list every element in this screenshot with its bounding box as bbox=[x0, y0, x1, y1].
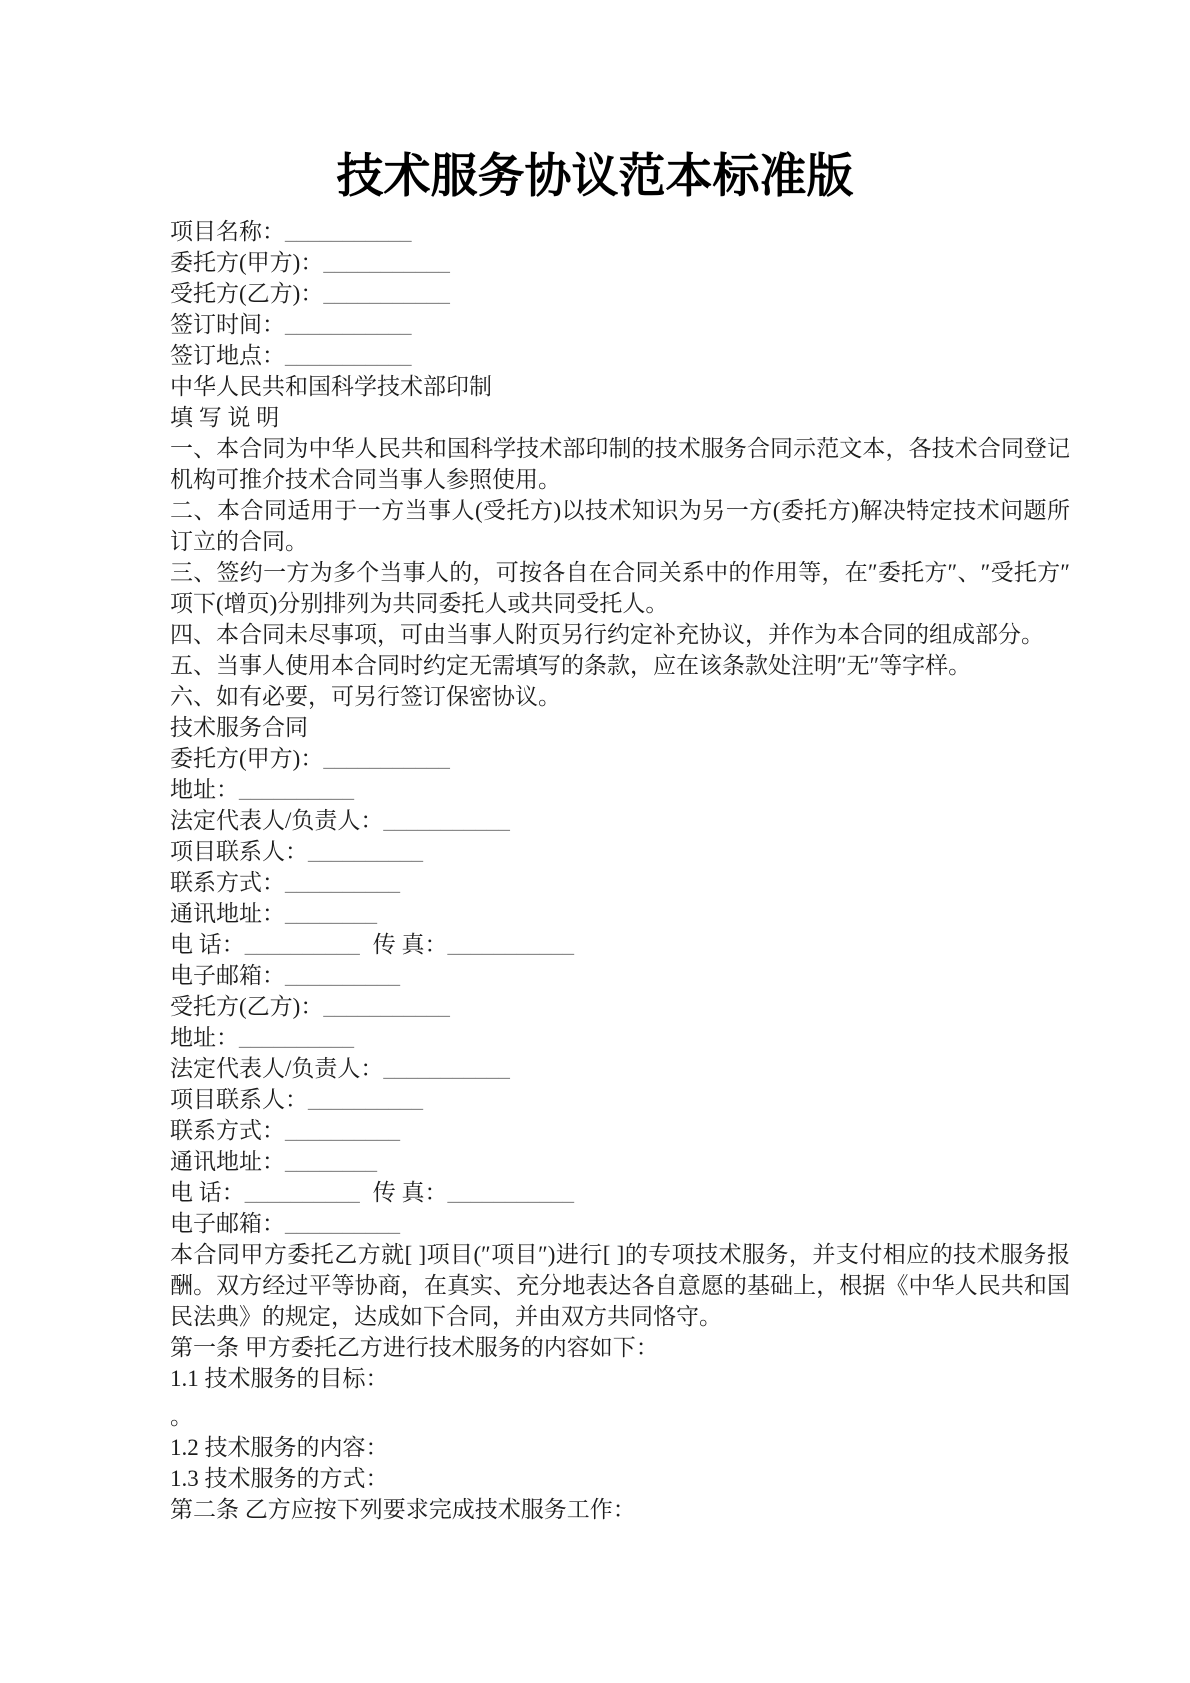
party-b-line-email bbox=[170, 1208, 1070, 1239]
instruction-item-5: 五、当事人使用本合同时约定无需填写的条款，应在该条款处注明″无″等字样。 bbox=[170, 653, 972, 678]
field-label: 项目名称： bbox=[170, 219, 285, 244]
party-a-line-project-contact bbox=[170, 836, 1070, 867]
field-label: 委托方(甲方)： bbox=[170, 746, 324, 771]
field-blank-line: __________ bbox=[244, 1180, 360, 1205]
cover-line-sign-date bbox=[170, 309, 1070, 340]
field-blank-line: ___________ bbox=[383, 1056, 510, 1081]
field-label: 联系方式： bbox=[170, 870, 285, 895]
party-a-line-legal-rep bbox=[170, 805, 1070, 836]
field-blank-line: ___________ bbox=[323, 994, 450, 1019]
field-blank-line: __________ bbox=[308, 839, 423, 864]
field-label: 联系方式： bbox=[170, 1118, 285, 1143]
field-blank-line: ___________ bbox=[285, 312, 412, 337]
party-a-line-contact-method bbox=[170, 867, 1070, 898]
clause-1-heading: 第一条 甲方委托乙方进行技术服务的内容如下： bbox=[170, 1335, 659, 1360]
field-label: 委托方(甲方)： bbox=[170, 250, 324, 275]
field-label: 地址： bbox=[170, 1025, 239, 1050]
field-label: 受托方(乙方)： bbox=[170, 994, 324, 1019]
party-a-line-mailing-address bbox=[170, 898, 1070, 929]
field-blank-line: __________ bbox=[285, 963, 400, 988]
field-blank-line: ___________ bbox=[285, 343, 412, 368]
instruction-item-3: 三、签约一方为多个当事人的，可按各自在合同关系中的作用等，在″委托方″、″受托方″项下(增页)分别排列为共同委托人或共同受托人。 bbox=[170, 560, 1070, 616]
field-label: 法定代表人/负责人： bbox=[170, 808, 384, 833]
cover-line-party-a bbox=[170, 247, 1070, 278]
party-a-line-email bbox=[170, 960, 1070, 991]
instruction-item-1: 一、本合同为中华人民共和国科学技术部印制的技术服务合同示范文本，各技术合同登记机构可推介技术合同当事人参照使用。 bbox=[170, 436, 1070, 492]
field-blank-line: ________ bbox=[285, 1149, 377, 1174]
field-label: 传 真： bbox=[372, 932, 448, 957]
contract-heading: 技术服务合同 bbox=[170, 715, 308, 740]
field-label: 法定代表人/负责人： bbox=[170, 1056, 384, 1081]
field-blank-line: __________ bbox=[244, 932, 360, 957]
party-a-line-name bbox=[170, 743, 1070, 774]
party-b-line-contact-method bbox=[170, 1115, 1070, 1146]
field-label: 签订地点： bbox=[170, 343, 285, 368]
clause-1-1-line: 1.1 技术服务的目标： bbox=[170, 1366, 389, 1391]
field-blank-line: ___________ bbox=[447, 1180, 574, 1205]
field-blank-line: __________ bbox=[285, 870, 400, 895]
field-blank-line: __________ bbox=[308, 1087, 423, 1112]
party-b-line-project-contact bbox=[170, 1084, 1070, 1115]
printed-by-line: 中华人民共和国科学技术部印制 bbox=[170, 374, 492, 399]
field-blank-line: ___________ bbox=[323, 250, 450, 275]
field-blank-line: ________ bbox=[285, 901, 377, 926]
field-blank-line: ___________ bbox=[447, 932, 574, 957]
field-label: 项目联系人： bbox=[170, 839, 308, 864]
cover-line-project-name bbox=[170, 216, 1070, 247]
field-label: 通讯地址： bbox=[170, 1149, 285, 1174]
instruction-item-2: 二、本合同适用于一方当事人(受托方)以技术知识为另一方(委托方)解决特定技术问题所订立的合同。 bbox=[170, 498, 1070, 554]
field-blank-line: __________ bbox=[285, 1211, 400, 1236]
party-b-line-name bbox=[170, 991, 1070, 1022]
field-label: 通讯地址： bbox=[170, 901, 285, 926]
field-label: 受托方(乙方)： bbox=[170, 281, 324, 306]
field-blank-line: ___________ bbox=[285, 219, 412, 244]
field-label: 签订时间： bbox=[170, 312, 285, 337]
preamble-paragraph: 本合同甲方委托乙方就[ ]项目(″项目″)进行[ ]的专项技术服务，并支付相应的技术服务报酬。双方经过平等协商，在真实、充分地表达各自意愿的基础上，根据《中华人民共和国民法典》的规定，达成如下合同，并由双方共同恪守。 bbox=[170, 1242, 1070, 1329]
document-title: 技术服务协议范本标准版 bbox=[336, 151, 854, 203]
field-label: 电子邮箱： bbox=[170, 1211, 285, 1236]
field-label: 电子邮箱： bbox=[170, 963, 285, 988]
clause-2-heading: 第二条 乙方应按下列要求完成技术服务工作： bbox=[170, 1497, 636, 1522]
field-label: 项目联系人： bbox=[170, 1087, 308, 1112]
field-blank-line: __________ bbox=[239, 777, 354, 802]
field-blank-line: ___________ bbox=[323, 281, 450, 306]
field-blank-line: __________ bbox=[285, 1118, 400, 1143]
clause-1-2-line: 1.2 技术服务的内容： bbox=[170, 1435, 389, 1460]
instruction-item-6: 六、如有必要，可另行签订保密协议。 bbox=[170, 684, 561, 709]
standalone-period-line: 。 bbox=[170, 1404, 193, 1429]
cover-line-party-b bbox=[170, 278, 1070, 309]
party-b-line-phone-fax bbox=[170, 1177, 1070, 1208]
field-label: 电 话： bbox=[170, 1180, 245, 1205]
field-label: 地址： bbox=[170, 777, 239, 802]
field-blank-line: ___________ bbox=[383, 808, 510, 833]
party-a-line-address bbox=[170, 774, 1070, 805]
instructions-heading: 填 写 说 明 bbox=[170, 405, 280, 430]
party-b-line-mailing-address bbox=[170, 1146, 1070, 1177]
party-a-line-phone-fax bbox=[170, 929, 1070, 960]
cover-line-sign-place bbox=[170, 340, 1070, 371]
field-blank-line: ___________ bbox=[323, 746, 450, 771]
field-label: 电 话： bbox=[170, 932, 245, 957]
field-label: 传 真： bbox=[372, 1180, 448, 1205]
party-b-line-legal-rep bbox=[170, 1053, 1070, 1084]
instruction-item-4: 四、本合同未尽事项，可由当事人附页另行约定补充协议，并作为本合同的组成部分。 bbox=[170, 622, 1044, 647]
clause-1-3-line: 1.3 技术服务的方式： bbox=[170, 1466, 389, 1491]
field-blank-line: __________ bbox=[239, 1025, 354, 1050]
party-b-line-address bbox=[170, 1022, 1070, 1053]
